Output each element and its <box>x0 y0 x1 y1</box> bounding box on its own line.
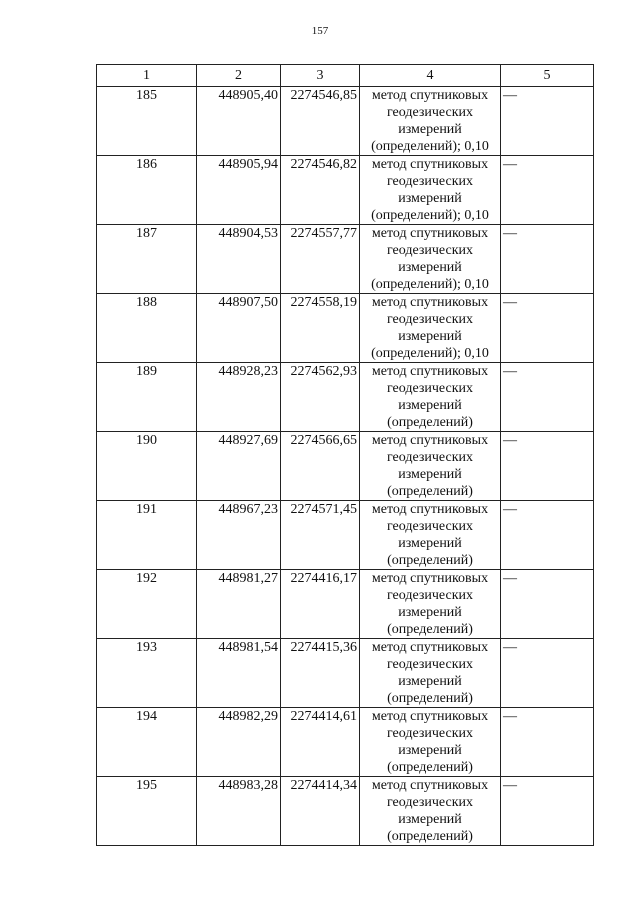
point-number-cell: 188 <box>97 294 197 363</box>
y-coordinate-cell: 2274546,85 <box>281 87 360 156</box>
note-cell: — <box>501 225 594 294</box>
point-number-cell: 191 <box>97 501 197 570</box>
method-cell: метод спутниковых геодезических измерений (определений) <box>360 708 501 777</box>
point-number-cell: 195 <box>97 777 197 846</box>
table-row <box>97 501 594 570</box>
table-row <box>97 87 594 156</box>
x-coordinate-cell: 448907,50 <box>197 294 281 363</box>
table-body <box>97 87 594 846</box>
y-coordinate-cell: 2274558,19 <box>281 294 360 363</box>
y-coordinate-cell: 2274571,45 <box>281 501 360 570</box>
note-cell: — <box>501 156 594 225</box>
point-number-cell: 185 <box>97 87 197 156</box>
note-cell: — <box>501 294 594 363</box>
method-cell: метод спутниковых геодезических измерений (определений) <box>360 501 501 570</box>
x-coordinate-cell: 448905,94 <box>197 156 281 225</box>
table-row <box>97 708 594 777</box>
header-col-1: 1 <box>97 65 197 87</box>
point-number-cell: 189 <box>97 363 197 432</box>
y-coordinate-cell: 2274557,77 <box>281 225 360 294</box>
y-coordinate-cell: 2274414,34 <box>281 777 360 846</box>
table-row <box>97 432 594 501</box>
table-row <box>97 363 594 432</box>
point-number-cell: 190 <box>97 432 197 501</box>
y-coordinate-cell: 2274566,65 <box>281 432 360 501</box>
method-cell: метод спутниковых геодезических измерений (определений) <box>360 639 501 708</box>
table-row <box>97 639 594 708</box>
method-cell: метод спутниковых геодезических измерений (определений); 0,10 <box>360 294 501 363</box>
note-cell: — <box>501 777 594 846</box>
point-number-cell: 194 <box>97 708 197 777</box>
point-number-cell: 186 <box>97 156 197 225</box>
method-cell: метод спутниковых геодезических измерений (определений); 0,10 <box>360 225 501 294</box>
y-coordinate-cell: 2274416,17 <box>281 570 360 639</box>
note-cell: — <box>501 87 594 156</box>
x-coordinate-cell: 448928,23 <box>197 363 281 432</box>
table-row <box>97 156 594 225</box>
x-coordinate-cell: 448981,54 <box>197 639 281 708</box>
point-number-cell: 193 <box>97 639 197 708</box>
header-row <box>97 65 594 87</box>
page-number: 157 <box>311 25 329 37</box>
method-cell: метод спутниковых геодезических измерений (определений); 0,10 <box>360 87 501 156</box>
y-coordinate-cell: 2274562,93 <box>281 363 360 432</box>
note-cell: — <box>501 363 594 432</box>
note-cell: — <box>501 570 594 639</box>
method-cell: метод спутниковых геодезических измерений (определений) <box>360 363 501 432</box>
table-row <box>97 294 594 363</box>
x-coordinate-cell: 448967,23 <box>197 501 281 570</box>
table-header <box>97 65 594 87</box>
header-col-2: 2 <box>197 65 281 87</box>
method-cell: метод спутниковых геодезических измерений (определений); 0,10 <box>360 156 501 225</box>
coordinates-table <box>96 64 594 846</box>
table-row <box>97 777 594 846</box>
x-coordinate-cell: 448982,29 <box>197 708 281 777</box>
header-col-5: 5 <box>501 65 594 87</box>
x-coordinate-cell: 448905,40 <box>197 87 281 156</box>
note-cell: — <box>501 432 594 501</box>
y-coordinate-cell: 2274546,82 <box>281 156 360 225</box>
method-cell: метод спутниковых геодезических измерений (определений) <box>360 432 501 501</box>
method-cell: метод спутниковых геодезических измерений (определений) <box>360 777 501 846</box>
method-cell: метод спутниковых геодезических измерений (определений) <box>360 570 501 639</box>
note-cell: — <box>501 708 594 777</box>
table-row <box>97 225 594 294</box>
x-coordinate-cell: 448983,28 <box>197 777 281 846</box>
header-col-4: 4 <box>360 65 501 87</box>
x-coordinate-cell: 448904,53 <box>197 225 281 294</box>
y-coordinate-cell: 2274415,36 <box>281 639 360 708</box>
point-number-cell: 187 <box>97 225 197 294</box>
note-cell: — <box>501 639 594 708</box>
y-coordinate-cell: 2274414,61 <box>281 708 360 777</box>
point-number-cell: 192 <box>97 570 197 639</box>
header-col-3: 3 <box>281 65 360 87</box>
x-coordinate-cell: 448927,69 <box>197 432 281 501</box>
note-cell: — <box>501 501 594 570</box>
x-coordinate-cell: 448981,27 <box>197 570 281 639</box>
table-row <box>97 570 594 639</box>
